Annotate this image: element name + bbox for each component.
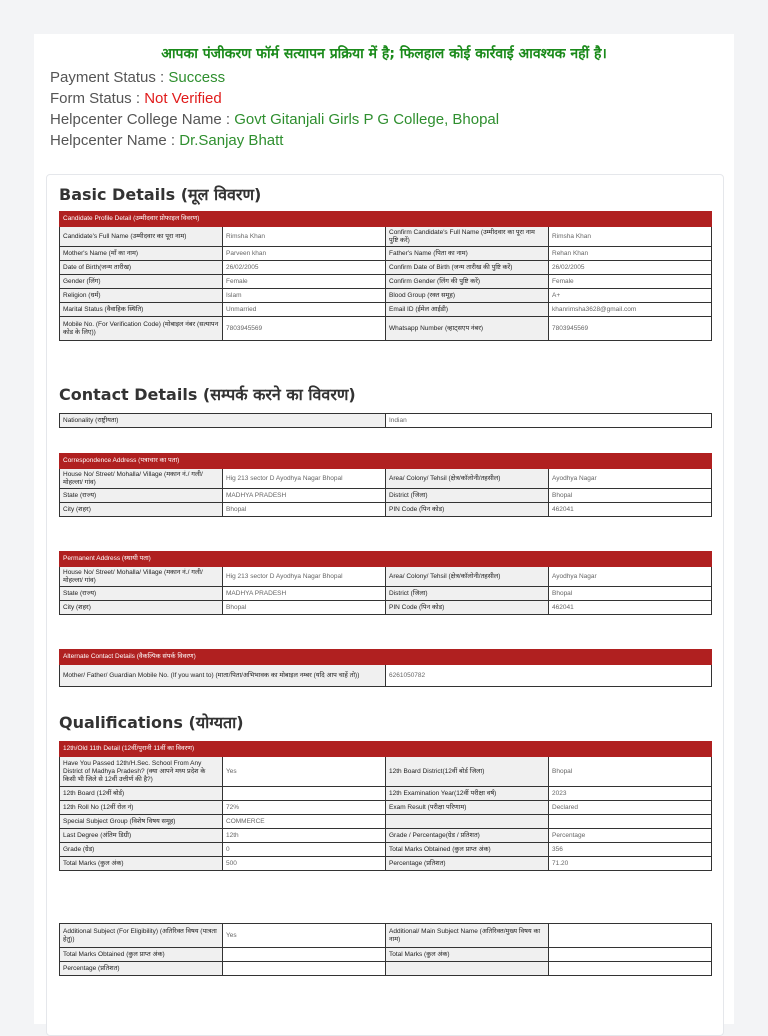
qualification-table — [59, 741, 712, 871]
field-label: Nationality (राष्ट्रीयता) — [60, 414, 386, 428]
field-value: 26/02/2005 — [223, 261, 386, 275]
table-row — [60, 665, 712, 687]
field-label: Religion (धर्म) — [60, 289, 223, 303]
field-label: Percentage (प्रतिशत) — [60, 962, 223, 976]
field-value: Hig 213 sector D Ayodhya Nagar Bhopal — [223, 469, 386, 489]
field-value: Bhopal — [549, 489, 712, 503]
additional-subject-table — [59, 923, 712, 976]
field-value: Bhopal — [549, 757, 712, 787]
helpcenter-college-label: Helpcenter College Name : — [50, 111, 235, 128]
table-row — [60, 303, 712, 317]
field-label: Marital Status (वैवाहिक स्थिति) — [60, 303, 223, 317]
field-value: Ayodhya Nagar — [549, 469, 712, 489]
field-label: Date of Birth(जन्म तारीख) — [60, 261, 223, 275]
table-row — [60, 567, 712, 587]
field-label: Percentage (प्रतिशत) — [386, 857, 549, 871]
field-value: khanrimsha3628@gmail.com — [549, 303, 712, 317]
table-row — [60, 289, 712, 303]
table-row — [60, 801, 712, 815]
field-label: Mother's Name (माँ का नाम) — [60, 247, 223, 261]
candidate-profile-header: Candidate Profile Detail (उम्मीदवार प्रोफाइल विवरण) — [60, 212, 712, 227]
field-label: City (शहर) — [60, 503, 223, 517]
field-label: 12th Board (12वीं बोर्ड) — [60, 787, 223, 801]
field-label: Special Subject Group (विशेष विषय समूह) — [60, 815, 223, 829]
contact-details-title: Contact Details (सम्पर्क करने का विवरण) — [59, 385, 356, 404]
field-label: House No/ Street/ Mohalla/ Village (मकान नं./ गली/ मोहल्ला/ गांव) — [60, 469, 223, 489]
table-row — [60, 787, 712, 801]
helpcenter-name — [50, 130, 734, 151]
helpcenter-college-value: Govt Gitanjali Girls P G College, Bhopal — [234, 111, 500, 128]
field-label: 12th Board District(12वीं बोर्ड जिला) — [386, 757, 549, 787]
alternate-contact-header: Alternate Contact Details (वैकल्पिक संपर्क विवरण) — [60, 650, 712, 665]
table-row — [60, 843, 712, 857]
field-value: 0 — [223, 843, 386, 857]
field-label: House No/ Street/ Mohalla/ Village (मकान नं./ गली/ मोहल्ला/ गांव) — [60, 567, 223, 587]
alternate-contact-table — [59, 649, 712, 687]
field-value: Indian — [386, 414, 712, 428]
field-value: Female — [223, 275, 386, 289]
field-label: District (जिला) — [386, 587, 549, 601]
field-value: Islam — [223, 289, 386, 303]
table-row — [60, 948, 712, 962]
field-value — [549, 815, 712, 829]
field-value: COMMERCE — [223, 815, 386, 829]
field-label: Last Degree (अंतिम डिग्री) — [60, 829, 223, 843]
table-row — [60, 757, 712, 787]
field-value: Rimsha Khan — [549, 227, 712, 247]
helpcenter-name-value: Dr.Sanjay Bhatt — [179, 132, 284, 149]
field-value: 26/02/2005 — [549, 261, 712, 275]
nationality-table — [59, 413, 712, 428]
field-label: Additional Subject (For Eligibility) (अतिरिक्त विषय (पात्रता हेतु)) — [60, 924, 223, 948]
qualifications-title: Qualifications (योग्यता) — [59, 713, 244, 732]
table-row — [60, 503, 712, 517]
field-label: Total Marks (कुल अंक) — [386, 948, 549, 962]
table-row — [60, 247, 712, 261]
field-label: Additional/ Main Subject Name (अतिरिक्त/मुख्य विषय का नाम) — [386, 924, 549, 948]
payment-status — [50, 67, 734, 88]
field-value: Hig 213 sector D Ayodhya Nagar Bhopal — [223, 567, 386, 587]
field-value: Rehan Khan — [549, 247, 712, 261]
table-row — [60, 489, 712, 503]
field-value: 462041 — [549, 503, 712, 517]
field-label: Confirm Date of Birth (जन्म तारीख की पुष्टि करें) — [386, 261, 549, 275]
field-value: MADHYA PRADESH — [223, 587, 386, 601]
field-label: Father's Name (पिता का नाम) — [386, 247, 549, 261]
field-value: Percentage — [549, 829, 712, 843]
field-label: Confirm Gender (लिंग की पुष्टि करें) — [386, 275, 549, 289]
verification-banner: आपका पंजीकरण फॉर्म सत्यापन प्रक्रिया में है; फिलहाल कोई कार्रवाई आवश्यक नहीं है। — [161, 46, 607, 62]
field-label: Grade (ग्रेड) — [60, 843, 223, 857]
field-label: Total Marks Obtained (कुल प्राप्त अंक) — [386, 843, 549, 857]
correspondence-address-header: Correspondence Address (पत्राचार का पता) — [60, 454, 712, 469]
field-value — [223, 787, 386, 801]
table-row — [60, 275, 712, 289]
field-value — [223, 962, 386, 976]
field-label: District (जिला) — [386, 489, 549, 503]
table-row — [60, 815, 712, 829]
field-label: Gender (लिंग) — [60, 275, 223, 289]
field-label: City (शहर) — [60, 601, 223, 615]
field-label: Confirm Candidate's Full Name (उम्मीदवार का पूरा नाम पुष्टि करें) — [386, 227, 549, 247]
field-value — [549, 962, 712, 976]
field-label — [386, 815, 549, 829]
table-row — [60, 587, 712, 601]
field-value — [549, 924, 712, 948]
helpcenter-college — [50, 109, 734, 130]
field-value: Unmarried — [223, 303, 386, 317]
table-row — [60, 857, 712, 871]
field-value: 356 — [549, 843, 712, 857]
field-value: 72% — [223, 801, 386, 815]
field-label: 12th Roll No (12वीं रोल नं) — [60, 801, 223, 815]
field-value: Bhopal — [223, 601, 386, 615]
field-label: Area/ Colony/ Tehsil (क्षेत्र/कॉलोनी/तहसील) — [386, 469, 549, 489]
field-value: 6261050782 — [386, 665, 712, 687]
field-value: 12th — [223, 829, 386, 843]
field-value: Declared — [549, 801, 712, 815]
field-label: Blood Group (रक्त समूह) — [386, 289, 549, 303]
table-row — [60, 261, 712, 275]
field-label: 12th Examination Year(12वीं परीक्षा वर्ष) — [386, 787, 549, 801]
payment-status-label: Payment Status : — [50, 69, 169, 86]
field-label: Grade / Percentage(ग्रेड / प्रतिशत) — [386, 829, 549, 843]
field-value: Ayodhya Nagar — [549, 567, 712, 587]
field-value: 500 — [223, 857, 386, 871]
payment-status-value: Success — [168, 69, 226, 86]
table-row — [60, 924, 712, 948]
basic-details-title: Basic Details (मूल विवरण) — [59, 185, 262, 204]
field-label: Total Marks (कुल अंक) — [60, 857, 223, 871]
field-label: Exam Result (परीक्षा परिणाम) — [386, 801, 549, 815]
field-value: Parveen khan — [223, 247, 386, 261]
table-row — [60, 469, 712, 489]
correspondence-address-table — [59, 453, 712, 517]
field-label: Whatsapp Number (व्हाट्सएप नंबर) — [386, 317, 549, 341]
field-value: Rimsha Khan — [223, 227, 386, 247]
permanent-address-table — [59, 551, 712, 615]
field-value: 71.20 — [549, 857, 712, 871]
field-label: PIN Code (पिन कोड) — [386, 503, 549, 517]
field-label: Have You Passed 12th/H.Sec. School From Any District of Madhya Pradesh? (क्या आपने मध्य प्रदेश के किसी भी जिले से 12वीं उत्तीर्ण की है?) — [60, 757, 223, 787]
field-label: State (राज्य) — [60, 587, 223, 601]
field-label: Email ID (ईमेल आईडी) — [386, 303, 549, 317]
field-value: Bhopal — [223, 503, 386, 517]
field-label: Mother/ Father/ Guardian Mobile No. (If you want to) (माता/पिता/अभिभावक का मोबाइल नम्बर (यदि आप चाहें तो)) — [60, 665, 386, 687]
field-value: 2023 — [549, 787, 712, 801]
field-value: MADHYA PRADESH — [223, 489, 386, 503]
field-label: Mobile No. (For Verification Code) (मोबाइल नंबर (सत्यापन कोड के लिए)) — [60, 317, 223, 341]
table-row — [60, 601, 712, 615]
field-value: Female — [549, 275, 712, 289]
field-label: PIN Code (पिन कोड) — [386, 601, 549, 615]
field-value: Bhopal — [549, 587, 712, 601]
details-card — [46, 174, 724, 1036]
field-value: 7803945569 — [223, 317, 386, 341]
basic-details-table — [59, 211, 712, 341]
field-label: Total Marks Obtained (कुल प्राप्त अंक) — [60, 948, 223, 962]
field-label: State (राज्य) — [60, 489, 223, 503]
field-value: A+ — [549, 289, 712, 303]
field-value — [223, 948, 386, 962]
field-label — [386, 962, 549, 976]
field-value: Yes — [223, 757, 386, 787]
form-status-label: Form Status : — [50, 90, 145, 107]
table-row — [60, 962, 712, 976]
form-status — [50, 88, 734, 109]
permanent-address-header: Permanent Address (स्थायी पता) — [60, 552, 712, 567]
qualification-header: 12th/Old 11th Detail (12वीं/पुरानी 11वीं का विवरण) — [60, 742, 712, 757]
field-value: 7803945569 — [549, 317, 712, 341]
table-row — [60, 227, 712, 247]
field-label: Candidate's Full Name (उम्मीदवार का पूरा नाम) — [60, 227, 223, 247]
form-status-value: Not Verified — [144, 90, 222, 107]
table-row — [60, 829, 712, 843]
table-row — [60, 414, 712, 428]
field-value — [549, 948, 712, 962]
field-value: 462041 — [549, 601, 712, 615]
field-label: Area/ Colony/ Tehsil (क्षेत्र/कॉलोनी/तहसील) — [386, 567, 549, 587]
table-row — [60, 317, 712, 341]
helpcenter-name-label: Helpcenter Name : — [50, 132, 180, 149]
form-status-page — [34, 34, 734, 1024]
field-value: Yes — [223, 924, 386, 948]
